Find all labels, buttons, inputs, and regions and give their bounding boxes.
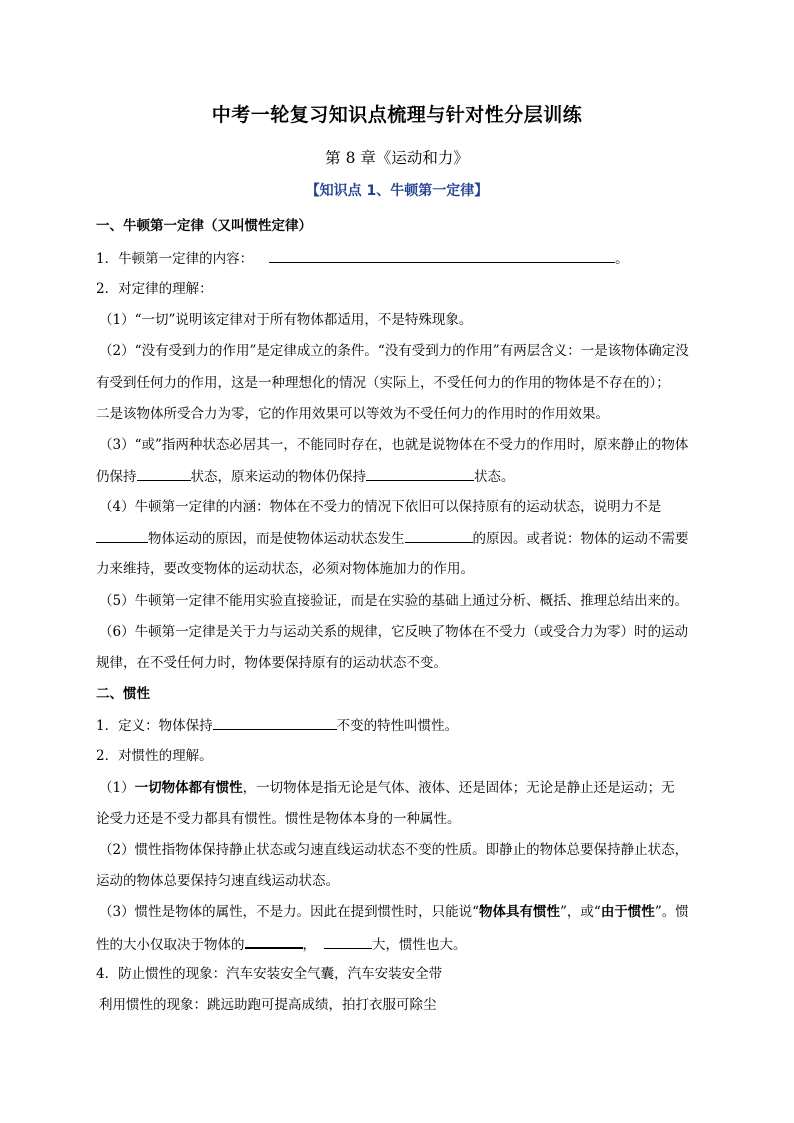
knowledge-point-heading: 【知识点 1、牛顿第一定律】 [305, 183, 489, 199]
definition-line [96, 715, 706, 736]
understanding-label: 2．对定律的理解： [96, 281, 213, 297]
section-heading-inertia: 二、惯性 [96, 686, 150, 702]
use-inertia-line: 利用惯性的现象：跳远助跑可提高成绩，拍打衣服可除尘 [99, 997, 437, 1013]
point-4-line-1: （4）牛顿第一定律的内涵：物体在不受力的情况下依旧可以保持原有的运动状态，说明力不是 [99, 499, 662, 515]
inertia-point-3-emphasis-1: 物体具有惯性 [479, 904, 560, 920]
inertia-point-3-text-c: ”。惯 [654, 904, 689, 920]
point-3-line-1: （3）“或”指两种状态必居其一，不能同时存在，也就是说物体在不受力的作用时，原来静止的物体 [99, 437, 689, 453]
motion-state-blank[interactable] [366, 466, 474, 481]
inertia-point-3-line-2 [96, 933, 706, 955]
inertia-point-3-line-1 [99, 902, 709, 922]
rest-state-blank[interactable] [137, 466, 191, 481]
definition-blank[interactable] [213, 715, 337, 730]
inertia-point-1-line-2: 论受力还是不受力都具有惯性。惯性是物体本身的一种属性。 [96, 811, 461, 827]
inertia-understanding-label: 2．对惯性的理解。 [96, 748, 213, 764]
point-3-text-a: 仍保持 [96, 469, 137, 485]
point-4-line-2 [96, 528, 706, 549]
inertia-point-1-emphasis: 一切物体都有惯性 [134, 780, 243, 796]
inertia-point-1-prefix: （1） [99, 780, 135, 796]
point-3-line-2 [96, 466, 706, 487]
point-1: （1）“一切”说明该定律对于所有物体都适用，不是特殊现象。 [99, 312, 473, 328]
chapter-title: 第 8 章《运动和力》 [325, 149, 469, 167]
section-heading-newton-first-law: 一、牛顿第一定律（又叫惯性定律） [96, 218, 312, 234]
mass-blank[interactable] [245, 933, 303, 949]
change-blank[interactable] [405, 528, 473, 543]
prevent-inertia-line: 4．防止惯性的现象：汽车安装安全气囊，汽车安装安全带 [96, 966, 443, 982]
point-6-line-2: 规律，在不受任何力时，物体要保持原有的运动状态不变。 [96, 655, 447, 671]
law-content-label: 1．牛顿第一定律的内容： [96, 251, 254, 267]
inertia-point-1-line-1 [99, 778, 709, 798]
mass-compare-blank[interactable] [324, 934, 372, 949]
definition-text-a: 1．定义：物体保持 [96, 718, 213, 734]
point-5: （5）牛顿第一定律不能用实验直接验证，而是在实验的基础上通过分析、概括、推理总结出来的。 [99, 593, 689, 609]
inertia-point-1-text: ，一切物体是指无论是气体、液体、还是固体；无论是静止还是运动；无 [242, 780, 675, 796]
point-2-line-2: 有受到任何力的作用，这是一种理想化的情况（实际上，不受任何力的作用的物体是不存在的）； [96, 375, 670, 391]
point-6-line-1: （6）牛顿第一定律是关于力与运动关系的规律，它反映了物体在不受力（或受合力为零）时的运动 [99, 624, 689, 640]
point-2-line-3: 二是该物体所受合力为零，它的作用效果可以等效为不受任何力的作用时的作用效果。 [96, 406, 609, 422]
inertia-point-2-line-1: （2）惯性指物体保持静止状态或匀速直线运动状态不变的性质。即静止的物体总要保持静止状态， [99, 842, 689, 858]
inertia-point-3-emphasis-2: 由于惯性 [600, 904, 655, 920]
page-title: 中考一轮复习知识点梳理与针对性分层训练 [211, 104, 583, 126]
inertia-point-3-text-d: 性的大小仅取决于物体的 [96, 937, 245, 953]
inertia-point-2-line-2: 运动的物体总要保持匀速直线运动状态。 [96, 873, 339, 889]
maintain-blank[interactable] [96, 528, 148, 543]
point-4-text-b: 的原因。或者说：物体的运动不需要 [472, 531, 689, 547]
point-3-text-c: 状态。 [474, 469, 515, 485]
law-content-end: 。 [615, 251, 629, 267]
inertia-point-3-text-a: （3）惯性是物体的属性，不是力。因此在提到惯性时，只能说“ [99, 904, 479, 920]
inertia-point-3-text-e: 大，惯性也大。 [372, 937, 467, 953]
law-content-line [96, 248, 706, 269]
inertia-point-3-comma: ， [302, 937, 316, 953]
law-content-blank[interactable] [269, 248, 615, 263]
point-3-text-b: 状态，原来运动的物体仍保持 [190, 469, 366, 485]
point-4-line-3: 力来维持，要改变物体的运动状态，必须对物体施加力的作用。 [96, 561, 474, 577]
point-2-line-1: （2）“没有受到力的作用”是定律成立的条件。“没有受到力的作用”有两层含义：一是该物体确定没 [99, 343, 689, 359]
point-4-text-a: 物体运动的原因，而是使物体运动状态发生 [148, 531, 405, 547]
inertia-point-3-text-b: ”，或“ [560, 904, 601, 920]
definition-text-b: 不变的特性叫惯性。 [336, 718, 459, 734]
